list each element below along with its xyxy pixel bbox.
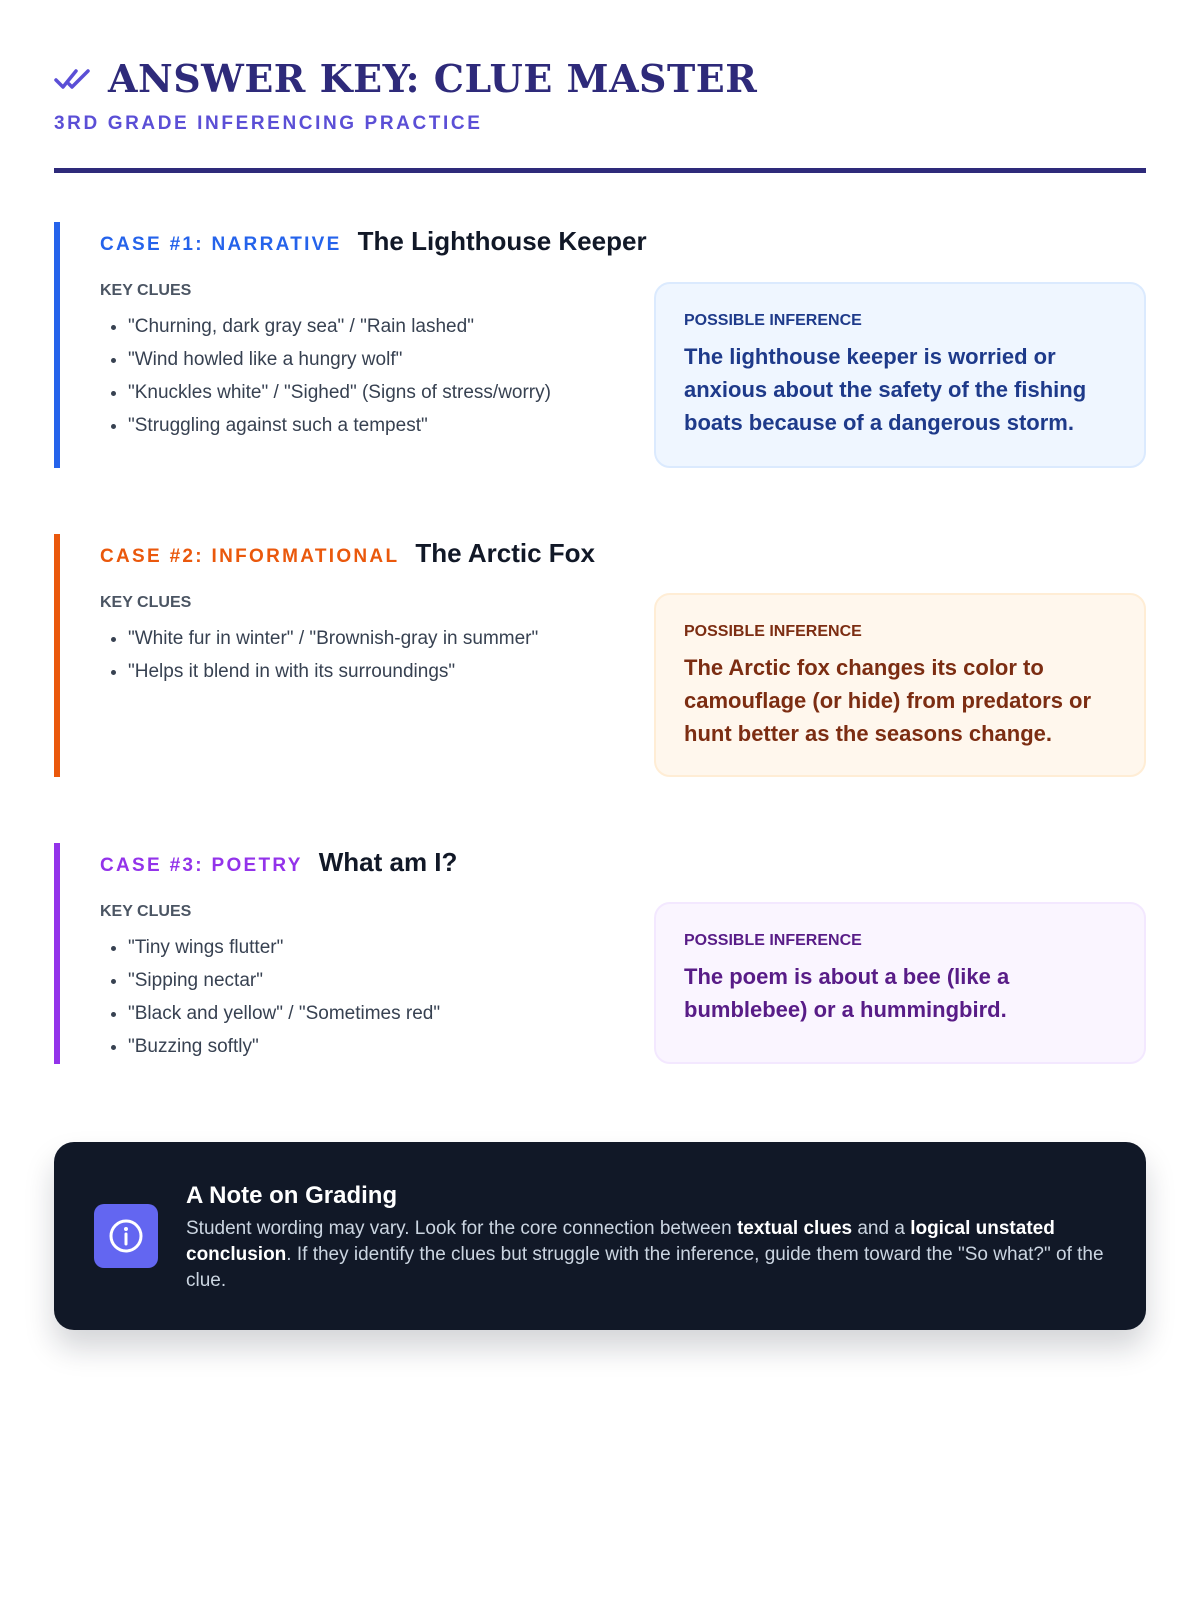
inference-text: The poem is about a bee (like a bumblebee) or a hummingbird. xyxy=(684,964,1010,1022)
case-title: What am I? xyxy=(318,847,458,877)
case-card xyxy=(54,843,1146,1064)
case-label: CASE #2: INFORMATIONAL xyxy=(100,546,400,567)
inference-box xyxy=(654,282,1146,468)
key-clues-label: KEY CLUES xyxy=(100,282,192,299)
clue-list xyxy=(100,935,600,1060)
case-accent-bar xyxy=(54,534,60,777)
clue-item: • "Helps it blend in with its surroundings" xyxy=(128,659,600,685)
case-accent-bar xyxy=(54,222,60,468)
case-heading xyxy=(100,226,647,257)
clue-item: • "Struggling against such a tempest" xyxy=(128,413,600,439)
case-heading xyxy=(100,538,595,569)
clue-item: • "Black and yellow" / "Sometimes red" xyxy=(128,1001,600,1027)
note-text-part: and a xyxy=(852,1218,911,1239)
key-clues-section xyxy=(100,282,600,446)
note-text-part: . If they identify the clues but struggle with the inference, guide them toward the "So what?" of the clue. xyxy=(186,1244,1104,1291)
note-bold-part: logical unstated conclusion xyxy=(186,1218,1055,1265)
inference-label: POSSIBLE INFERENCE xyxy=(684,623,862,640)
inference-label: POSSIBLE INFERENCE xyxy=(684,312,862,329)
clue-item: • "Churning, dark gray sea" / "Rain lashed" xyxy=(128,314,600,340)
case-card xyxy=(54,534,1146,777)
clue-item: • "Knuckles white" / "Sighed" (Signs of stress/worry) xyxy=(128,380,600,406)
case-accent-bar xyxy=(54,843,60,1064)
inference-text: The lighthouse keeper is worried or anxious about the safety of the fishing boats because of a dangerous storm. xyxy=(684,344,1087,435)
page-title: ANSWER KEY: CLUE MASTER xyxy=(108,56,758,101)
info-icon xyxy=(94,1204,158,1268)
clue-list xyxy=(100,626,600,685)
clue-item: • "Wind howled like a hungry wolf" xyxy=(128,347,600,373)
key-clues-section xyxy=(100,594,600,692)
grading-note xyxy=(54,1142,1146,1330)
note-text xyxy=(186,1216,1106,1294)
clue-item: • "Sipping nectar" xyxy=(128,968,600,994)
key-clues-section xyxy=(100,903,600,1067)
inference-box xyxy=(654,593,1146,777)
inference-box xyxy=(654,902,1146,1064)
clue-item: • "White fur in winter" / "Brownish-gray in summer" xyxy=(128,626,600,652)
clue-item: • "Buzzing softly" xyxy=(128,1034,600,1060)
clue-list xyxy=(100,314,600,439)
note-bold-part: textual clues xyxy=(736,1218,853,1239)
case-card xyxy=(54,222,1146,468)
note-text-part: Student wording may vary. Look for the core connection between xyxy=(186,1218,737,1239)
case-title: The Lighthouse Keeper xyxy=(357,226,647,256)
page-subtitle: 3RD GRADE INFERENCING PRACTICE xyxy=(54,113,483,134)
header-divider xyxy=(54,168,1146,173)
inference-label: POSSIBLE INFERENCE xyxy=(684,932,862,949)
clue-item: • "Tiny wings flutter" xyxy=(128,935,600,961)
case-heading xyxy=(100,847,457,878)
key-clues-label: KEY CLUES xyxy=(100,594,192,611)
double-check-icon xyxy=(54,65,94,93)
case-title: The Arctic Fox xyxy=(415,538,596,568)
case-label: CASE #3: POETRY xyxy=(100,855,303,876)
title-row xyxy=(54,56,1146,101)
case-label: CASE #1: NARRATIVE xyxy=(100,234,342,255)
key-clues-label: KEY CLUES xyxy=(100,903,192,920)
header xyxy=(54,56,1146,135)
inference-text: The Arctic fox changes its color to camouflage (or hide) from predators or hunt better as the seasons change. xyxy=(684,655,1092,746)
note-title: A Note on Grading xyxy=(186,1182,398,1209)
